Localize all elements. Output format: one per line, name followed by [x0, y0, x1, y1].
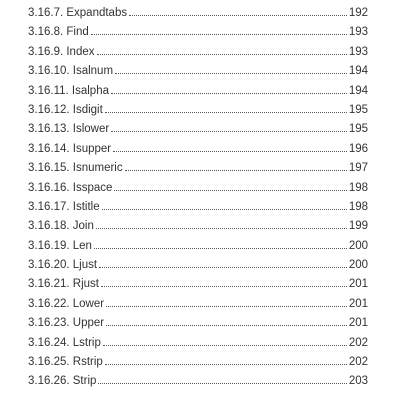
toc-entry-page: 202 [348, 356, 368, 369]
toc-entry-title: 3.16.21. Rjust [28, 278, 99, 291]
dot-leader [94, 247, 347, 249]
dot-leader [96, 227, 347, 229]
dot-leader [113, 150, 347, 152]
toc-entry-page: 199 [348, 220, 368, 233]
toc-entry[interactable] [28, 82, 368, 101]
toc-entry[interactable] [28, 275, 368, 294]
toc-entry-title: 3.16.16. Isspace [28, 181, 113, 194]
toc-entry-page: 203 [348, 375, 368, 388]
toc-entry-page: 195 [348, 103, 368, 116]
toc-entry[interactable] [28, 159, 368, 178]
dot-leader [125, 169, 347, 171]
toc-entry[interactable] [28, 372, 368, 391]
toc-entry-title: 3.16.17. Istitle [28, 200, 100, 213]
toc-entry-title: 3.16.19. Len [28, 239, 92, 252]
toc-entry[interactable] [28, 198, 368, 217]
dot-leader [105, 363, 347, 365]
toc-entry-page: 193 [348, 45, 368, 58]
toc-entry[interactable] [28, 62, 368, 81]
toc-entry-page: 201 [348, 278, 368, 291]
toc-entry-title: 3.16.10. Isalnum [28, 65, 114, 78]
toc-entry-title: 3.16.11. Isalpha [28, 84, 109, 97]
toc-entry[interactable] [28, 256, 368, 275]
dot-leader [105, 111, 347, 113]
toc-entry[interactable] [28, 217, 368, 236]
toc-entry-title: 3.16.26. Strip [28, 375, 97, 388]
toc-entry-page: 192 [348, 7, 368, 19]
dot-leader [115, 72, 347, 74]
toc-entry-page: 200 [348, 239, 368, 252]
toc-entry[interactable] [28, 101, 368, 120]
dot-leader [97, 53, 347, 55]
dot-leader [102, 208, 347, 210]
toc-entry-title: 3.16.20. Ljust [28, 259, 98, 272]
dot-leader [106, 324, 347, 326]
toc-entry[interactable] [28, 237, 368, 256]
toc-entry-page: 195 [348, 123, 368, 136]
toc-entry-title: 3.16.14. Isupper [28, 142, 112, 155]
toc-entry[interactable] [28, 334, 368, 353]
toc-entry-title: 3.16.18. Join [28, 220, 94, 233]
table-of-contents [28, 4, 368, 392]
toc-entry-page: 202 [348, 336, 368, 349]
toc-entry-page: 198 [348, 181, 368, 194]
toc-entry-title: 3.16.22. Lower [28, 297, 105, 310]
dot-leader [129, 14, 347, 16]
toc-entry-title: 3.16.7. Expandtabs [28, 7, 128, 19]
dot-leader [91, 33, 347, 35]
toc-entry-title: 3.16.24. Lstrip [28, 336, 101, 349]
toc-entry-page: 201 [348, 297, 368, 310]
dot-leader [111, 130, 347, 132]
toc-entry-page: 193 [348, 26, 368, 39]
toc-entry[interactable] [28, 4, 368, 23]
dot-leader [103, 344, 347, 346]
toc-entry-title: 3.16.12. Isdigit [28, 103, 103, 116]
toc-entry-title: 3.16.13. Islower [28, 123, 110, 136]
toc-entry[interactable] [28, 295, 368, 314]
toc-entry[interactable] [28, 23, 368, 42]
dot-leader [111, 92, 347, 94]
toc-entry-title: 3.16.25. Rstrip [28, 356, 103, 369]
dot-leader [98, 382, 346, 384]
toc-entry-page: 194 [348, 84, 368, 97]
toc-entry-page: 200 [348, 259, 368, 272]
toc-entry-title: 3.16.23. Upper [28, 317, 105, 330]
toc-entry[interactable] [28, 179, 368, 198]
toc-entry[interactable] [28, 120, 368, 139]
toc-entry-page: 196 [348, 142, 368, 155]
toc-entry-page: 201 [348, 317, 368, 330]
toc-entry-page: 198 [348, 200, 368, 213]
toc-entry[interactable] [28, 140, 368, 159]
toc-entry-page: 197 [348, 162, 368, 175]
toc-entry[interactable] [28, 43, 368, 62]
toc-entry-page: 194 [348, 65, 368, 78]
toc-entry-title: 3.16.9. Index [28, 45, 95, 58]
dot-leader [114, 189, 346, 191]
toc-entry-title: 3.16.8. Find [28, 26, 89, 39]
dot-leader [106, 305, 347, 307]
toc-entry-title: 3.16.15. Isnumeric [28, 162, 123, 175]
dot-leader [101, 285, 347, 287]
toc-entry[interactable] [28, 314, 368, 333]
toc-entry[interactable] [28, 353, 368, 372]
dot-leader [99, 266, 347, 268]
